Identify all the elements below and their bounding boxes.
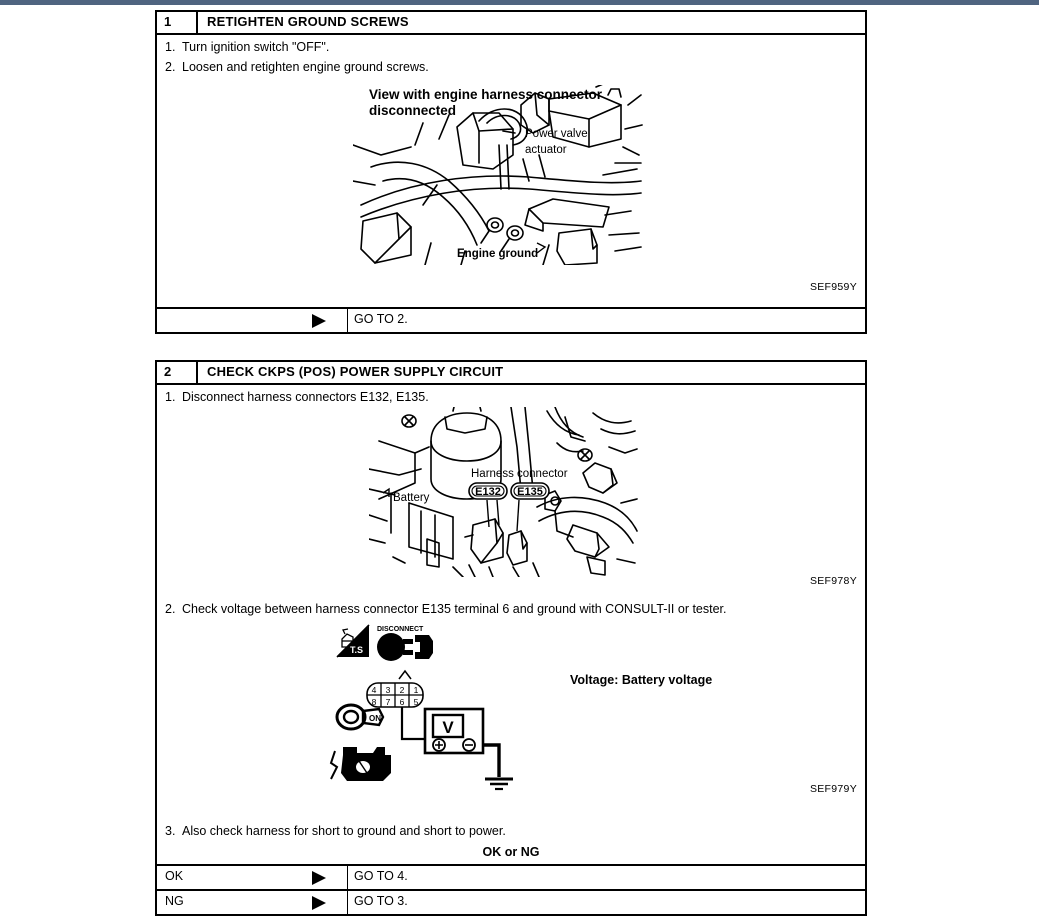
diagnostic-page xyxy=(155,10,867,916)
step-2-body xyxy=(157,385,865,864)
step-2-figure-engine-code: SEF978Y xyxy=(809,575,857,587)
ignition-on-label: ON xyxy=(369,714,381,723)
top-window-bar xyxy=(0,0,1039,5)
step-2-number: 2 xyxy=(157,362,198,383)
step-2-instruction-2 xyxy=(157,597,865,617)
triangle-right-icon xyxy=(291,891,347,914)
connector-e132-label: E132 xyxy=(475,486,501,498)
label-actuator: actuator xyxy=(525,144,567,156)
label-harness-connector: Harness connector xyxy=(471,468,568,480)
step-1-instruction-2-text: Loosen and retighten engine ground screws. xyxy=(182,60,429,74)
step-2-goto-ok[interactable]: GO TO 4. xyxy=(347,866,865,889)
step-2-judgement: OK or NG xyxy=(482,845,540,859)
tester-ts-icon xyxy=(337,625,369,657)
pin-2: 2 xyxy=(399,685,405,695)
triangle-right-icon xyxy=(291,309,347,332)
connector-e135-label: E135 xyxy=(517,486,543,498)
step-1-header xyxy=(157,12,865,35)
step-2-result-row-ng xyxy=(157,889,865,914)
step-2-figure-circuit xyxy=(157,621,865,819)
step-1-number: 1 xyxy=(157,12,198,33)
pin-7: 7 xyxy=(385,697,391,707)
step-2-instruction-2-number: 2. xyxy=(165,602,176,616)
step-2-title: CHECK CKPS (POS) POWER SUPPLY CIRCUIT xyxy=(207,364,504,379)
step-2-instruction-3-number: 3. xyxy=(165,824,176,838)
step-1-goto-1[interactable]: GO TO 2. xyxy=(347,309,865,332)
figure-caption-line1: View with engine harness connector xyxy=(369,87,603,102)
ground-symbol-icon xyxy=(485,779,513,789)
step-2-instruction-1 xyxy=(157,385,865,405)
step-1-figure xyxy=(157,85,865,307)
step-2-goto-ng[interactable]: GO TO 3. xyxy=(347,891,865,914)
step-1-instruction-1-number: 1. xyxy=(165,40,176,54)
ignition-on-icon xyxy=(337,705,383,729)
label-power-valve: Power valve xyxy=(525,128,588,140)
step-2-instruction-3 xyxy=(157,819,865,839)
step-1-instruction-1 xyxy=(157,35,865,55)
connector-e135-badge xyxy=(511,483,549,499)
step-2-result-label-ng: NG xyxy=(165,894,184,908)
label-engine-ground: Engine ground xyxy=(457,248,539,260)
pin-6: 6 xyxy=(399,697,405,707)
step-2-instruction-2-text: Check voltage between harness connector E135 terminal 6 and ground with CONSULT-II or tester. xyxy=(182,602,727,616)
step-block-1 xyxy=(155,10,867,334)
figure-caption-line2: disconnected xyxy=(369,103,457,118)
step-2-figure-circuit-code: SEF979Y xyxy=(809,783,857,795)
connector-pinout xyxy=(367,671,423,707)
triangle-right-icon xyxy=(291,866,347,889)
pin-1: 1 xyxy=(413,685,419,695)
tester-ts-label: T.S xyxy=(349,645,363,655)
step-1-result-label-1 xyxy=(157,309,291,332)
step-1-result-row-1 xyxy=(157,307,865,332)
step-2-instruction-1-text: Disconnect harness connectors E132, E135. xyxy=(182,390,429,404)
disconnect-icon-label: DISCONNECT xyxy=(377,626,424,633)
step-2-result-row-ok xyxy=(157,864,865,889)
step-2-header xyxy=(157,362,865,385)
pin-5: 5 xyxy=(413,697,419,707)
voltmeter-label: V xyxy=(442,718,454,737)
step-1-title: RETIGHTEN GROUND SCREWS xyxy=(207,14,409,29)
harness-connector-illustration xyxy=(369,407,641,577)
engine-off-icon xyxy=(331,747,391,781)
step-1-instruction-2 xyxy=(157,55,865,75)
voltmeter-icon xyxy=(425,709,483,753)
step-2-result-label-ok: OK xyxy=(165,869,184,883)
step-1-body xyxy=(157,35,865,307)
step-1-instruction-1-text: Turn ignition switch "OFF". xyxy=(182,40,330,54)
engine-ground-illustration xyxy=(353,85,643,265)
disconnect-icon xyxy=(377,626,433,661)
pin-4: 4 xyxy=(371,685,377,695)
voltage-note: Voltage: Battery voltage xyxy=(570,673,713,687)
step-2-instruction-1-number: 1. xyxy=(165,390,176,404)
connector-e132-badge xyxy=(469,483,507,499)
label-battery: Battery xyxy=(393,492,430,504)
pin-8: 8 xyxy=(371,697,377,707)
voltage-measurement-diagram xyxy=(329,621,749,806)
step-2-instruction-3-text: Also check harness for short to ground and short to power. xyxy=(182,824,506,838)
step-1-instruction-2-number: 2. xyxy=(165,60,176,74)
step-1-figure-code: SEF959Y xyxy=(809,281,857,293)
step-block-2 xyxy=(155,360,867,916)
pin-3: 3 xyxy=(385,685,391,695)
step-2-figure-engine xyxy=(157,407,865,597)
